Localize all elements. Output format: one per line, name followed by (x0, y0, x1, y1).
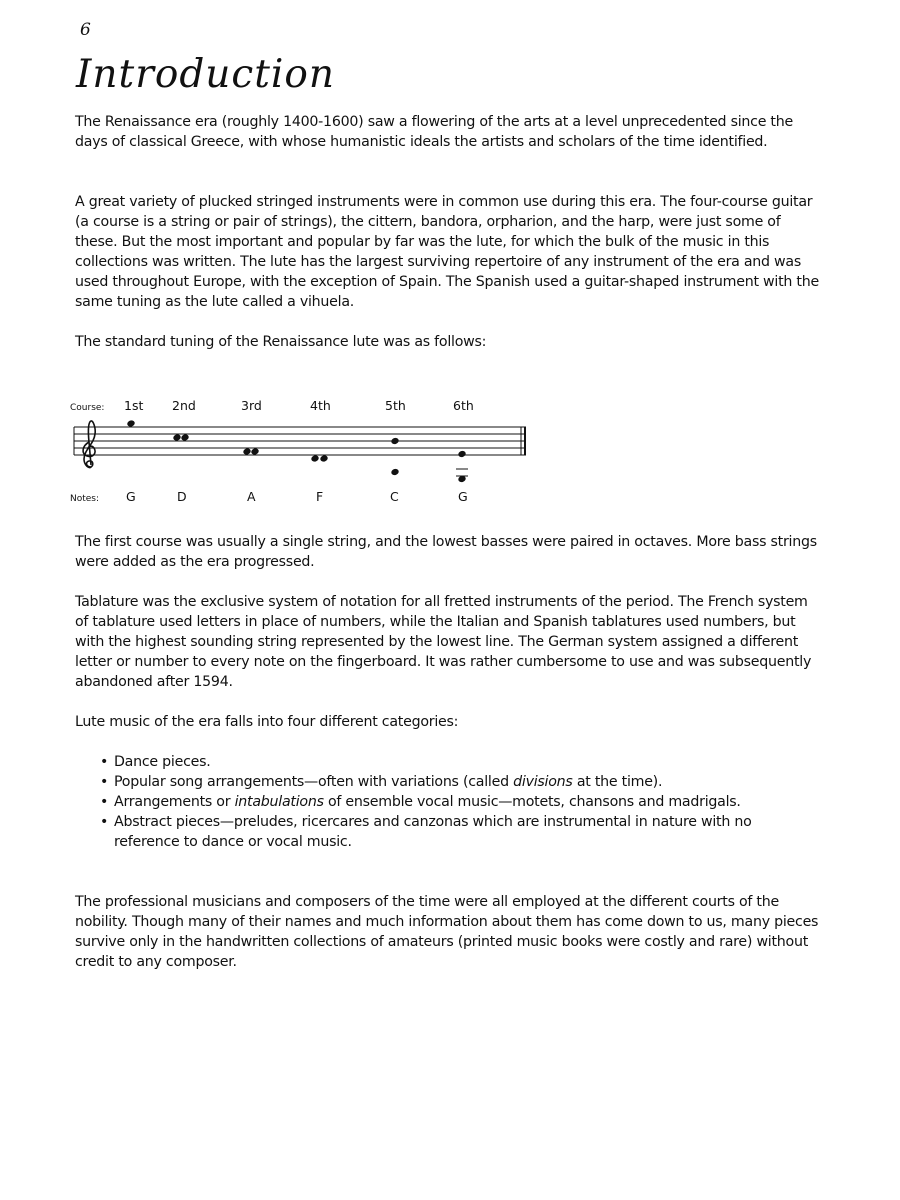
paragraph-first-course: The first course was usually a single string, and the lowest basses were paired in octaves. More bass strings were added as the era progressed. (75, 534, 817, 570)
course-label-3: 3rd (241, 398, 262, 413)
list-item: • Popular song arrangements—often with variations (called divisions at the time). (100, 772, 820, 792)
list-item: • Arrangements or intabulations of ensemble vocal music—motets, chansons and madrigals. (100, 792, 820, 812)
paragraph-professional-musicians: The professional musicians and composers of the time were all employed at the different courts of the nobility. Though many of their names and much information about them has come down to us, many pieces survive only in the handwritten collections of amateurs (printed music books were costly and rare) without credit to any composer. (75, 894, 819, 970)
note-label-3: A (247, 489, 256, 504)
music-staff (60, 390, 540, 510)
course-label-2: 2nd (172, 398, 196, 413)
note-f-course-4 (310, 454, 319, 462)
paragraph-categories-intro: Lute music of the era falls into four different categories: (75, 714, 459, 730)
note-a-course-3 (242, 447, 251, 455)
staff-lines (74, 427, 526, 455)
lute-tuning-diagram (60, 390, 540, 510)
list-item: • Dance pieces. (100, 752, 820, 772)
note-c-course-5 (390, 437, 399, 445)
note-label-6: G (458, 489, 468, 504)
course-row-label: Course: (70, 403, 105, 413)
categories-list (100, 752, 820, 852)
note-label-2: D (177, 489, 187, 504)
paragraph-tuning-intro: The standard tuning of the Renaissance lute was as follows: (75, 334, 487, 350)
course-label-4: 4th (310, 398, 331, 413)
note-label-1: G (126, 489, 136, 504)
course-label-6: 6th (453, 398, 474, 413)
paragraph-renaissance-era: The Renaissance era (roughly 1400-1600) saw a flowering of the arts at a level unprecedented since the days of classical Greece, with whose humanistic ideals the artists and scholars of the time identified. (75, 114, 793, 150)
italic-term: divisions (513, 774, 573, 790)
note-heads (126, 419, 466, 483)
note-d-course-2 (172, 433, 181, 441)
treble-clef-icon (83, 421, 95, 468)
italic-term: intabulations (234, 794, 324, 810)
course-label-1: 1st (124, 398, 144, 413)
ledger-lines (456, 469, 468, 476)
page-title: Introduction (76, 52, 335, 97)
page-number: 6 (80, 20, 91, 40)
list-item: • Abstract pieces—preludes, ricercares and canzonas which are instrumental in nature with no reference to dance or vocal music. (100, 812, 820, 852)
note-g-course-1 (126, 419, 135, 427)
paragraph-plucked-instruments: A great variety of plucked stringed instruments were in common use during this era. The four-course guitar (a course is a string or pair of strings), the cittern, bandora, orpharion, and the harp, were just some of these. But the most important and popular by far was the lute, for which the bulk of the music in this collections was written. The lute has the largest surviving repertoire of any instrument of the era and was used throughout Europe, with the exception of Spain. The Spanish used a guitar-shaped instrument with the same tuning as the lute called a vihuela. (75, 194, 819, 310)
note-row-label: Notes: (70, 494, 100, 504)
note-g-course-6 (457, 450, 466, 458)
paragraph-tablature: Tablature was the exclusive system of notation for all fretted instruments of the period. The French system of tablature used letters in place of numbers, while the Italian and Spanish tablatures used numbers, but with the highest sounding string represented by the lowest line. The German system assigned a different letter or number to every note on the fingerboard. It was rather cumbersome to use and was subsequently abandoned after 1594. (75, 594, 812, 690)
course-label-5: 5th (385, 398, 406, 413)
note-label-4: F (316, 489, 324, 504)
note-label-5: C (390, 489, 399, 504)
